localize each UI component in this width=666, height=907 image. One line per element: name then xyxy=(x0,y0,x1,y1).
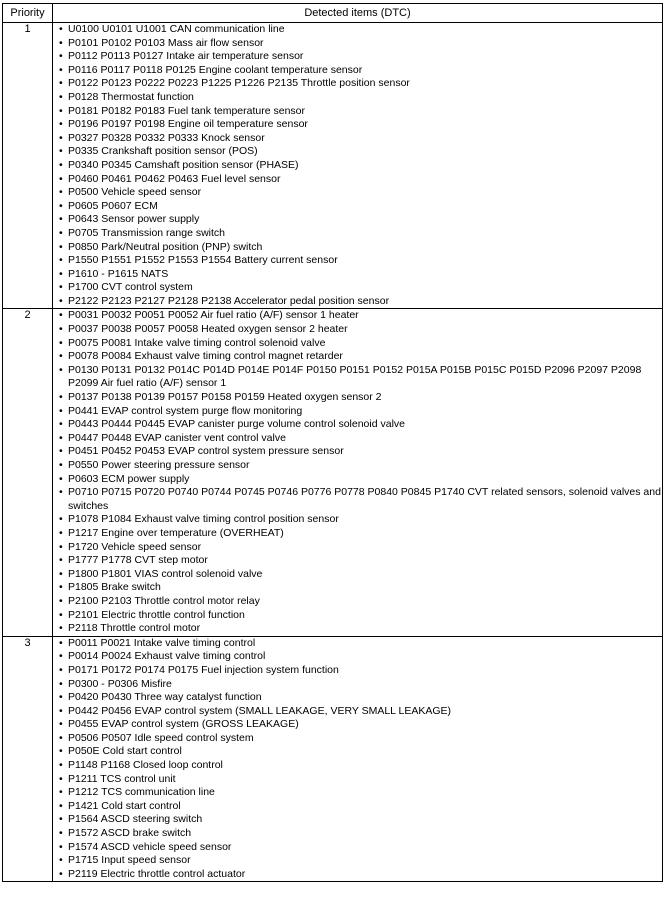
bullet-icon: • xyxy=(59,50,63,63)
list-item xyxy=(53,145,662,159)
list-item xyxy=(53,50,662,64)
bullet-icon: • xyxy=(59,677,63,690)
list-item xyxy=(53,705,662,719)
list-item xyxy=(53,622,662,636)
bullet-icon: • xyxy=(59,240,63,253)
dtc-item-text: P0335 Crankshaft position sensor (POS) xyxy=(68,145,258,158)
dtc-item-text: P0420 P0430 Three way catalyst function xyxy=(68,691,262,704)
list-item xyxy=(53,732,662,746)
bullet-icon: • xyxy=(59,704,63,717)
dtc-priority-table xyxy=(2,3,663,882)
bullet-icon: • xyxy=(59,213,63,226)
list-item xyxy=(53,418,662,432)
bullet-icon: • xyxy=(59,554,63,567)
bullet-icon: • xyxy=(59,540,63,553)
list-item xyxy=(53,554,662,568)
bullet-icon: • xyxy=(59,118,63,131)
table-row xyxy=(3,309,663,636)
dtc-item-text: P0443 P0444 P0445 EVAP canister purge volume control solenoid valve xyxy=(68,418,405,431)
dtc-item-text: P0605 P0607 ECM xyxy=(68,199,158,212)
dtc-item-text: P0447 P0448 EVAP canister vent control valve xyxy=(68,431,286,444)
list-item xyxy=(53,459,662,473)
dtc-item-text: P0116 P0117 P0118 P0125 Engine coolant temperature sensor xyxy=(68,63,363,76)
list-item xyxy=(53,364,662,391)
list-item xyxy=(53,691,662,705)
bullet-icon: • xyxy=(59,418,63,431)
list-item xyxy=(53,595,662,609)
list-item xyxy=(53,200,662,214)
bullet-icon: • xyxy=(59,336,63,349)
list-item xyxy=(53,581,662,595)
bullet-icon: • xyxy=(59,309,63,322)
list-item xyxy=(53,759,662,773)
bullet-icon: • xyxy=(59,622,63,635)
list-item xyxy=(53,186,662,200)
bullet-icon: • xyxy=(59,636,63,649)
list-item xyxy=(53,118,662,132)
dtc-item-text: P2101 Electric throttle control function xyxy=(68,608,245,621)
bullet-icon: • xyxy=(59,431,63,444)
bullet-icon: • xyxy=(59,254,63,267)
bullet-icon: • xyxy=(59,363,63,376)
bullet-icon: • xyxy=(59,77,63,90)
list-item xyxy=(53,295,662,309)
dtc-item-text: P0550 Power steering pressure sensor xyxy=(68,459,250,471)
dtc-item-text: P0850 Park/Neutral position (PNP) switch xyxy=(68,240,263,253)
bullet-icon: • xyxy=(59,486,63,499)
list-item xyxy=(53,678,662,692)
dtc-item-text: P1800 P1801 VIAS control solenoid valve xyxy=(68,567,263,580)
bullet-icon: • xyxy=(59,813,63,826)
bullet-icon: • xyxy=(59,63,63,76)
dtc-item-text: P050E Cold start control xyxy=(68,745,182,758)
list-item xyxy=(53,309,662,323)
list-item xyxy=(53,91,662,105)
list-item xyxy=(53,841,662,855)
dtc-item-text: P0460 P0461 P0462 P0463 Fuel level sensor xyxy=(68,172,281,185)
bullet-icon: • xyxy=(59,90,63,103)
bullet-icon: • xyxy=(59,391,63,404)
list-item xyxy=(53,637,662,651)
detected-items-column-header: Detected items (DTC) xyxy=(53,4,663,23)
list-item xyxy=(53,513,662,527)
list-item xyxy=(53,745,662,759)
table-row xyxy=(3,636,663,882)
dtc-item-text: P1421 Cold start control xyxy=(68,799,181,812)
list-item xyxy=(53,405,662,419)
table-header-row xyxy=(3,4,663,23)
dtc-item-text: P1078 P1084 Exhaust valve timing control position sensor xyxy=(68,513,339,526)
dtc-item-text: P1700 CVT control system xyxy=(68,281,193,294)
dtc-item-list xyxy=(53,637,662,882)
list-item xyxy=(53,173,662,187)
bullet-icon: • xyxy=(59,23,63,35)
dtc-item-text: P0122 P0123 P0222 P0223 P1225 P1226 P2135 Throttle position sensor xyxy=(68,77,410,90)
list-item xyxy=(53,813,662,827)
table-body xyxy=(3,23,663,882)
dtc-item-text: P0128 Thermostat function xyxy=(68,90,194,103)
dtc-item-text: P2118 Throttle control motor xyxy=(68,622,201,635)
list-item xyxy=(53,159,662,173)
list-item xyxy=(53,254,662,268)
bullet-icon: • xyxy=(59,281,63,294)
dtc-item-text: P0442 P0456 EVAP control system (SMALL LEAKAGE, VERY SMALL LEAKAGE) xyxy=(68,704,452,717)
bullet-icon: • xyxy=(59,158,63,171)
list-item xyxy=(53,773,662,787)
priority-cell: 3 xyxy=(3,636,53,882)
bullet-icon: • xyxy=(59,172,63,185)
list-item xyxy=(53,854,662,868)
dtc-item-text: P0506 P0507 Idle speed control system xyxy=(68,731,254,744)
bullet-icon: • xyxy=(59,650,63,663)
dtc-item-text: P0130 P0131 P0132 P014C P014D P014E P014F P0150 P0151 P0152 P015A P015B P015C P015D P2096 P2097 P2098 P2099 Air fuel ratio (A/F) sensor 1 xyxy=(68,363,642,390)
dtc-item-text: P0441 EVAP control system purge flow monitoring xyxy=(68,404,303,417)
bullet-icon: • xyxy=(59,145,63,158)
dtc-item-text: P0031 P0032 P0051 P0052 Air fuel ratio (A/F) sensor 1 heater xyxy=(68,309,359,322)
bullet-icon: • xyxy=(59,731,63,744)
bullet-icon: • xyxy=(59,691,63,704)
bullet-icon: • xyxy=(59,786,63,799)
bullet-icon: • xyxy=(59,513,63,526)
list-item xyxy=(53,391,662,405)
priority-cell: 1 xyxy=(3,23,53,309)
dtc-item-text: P0112 P0113 P0127 Intake air temperature sensor xyxy=(68,50,304,63)
list-item xyxy=(53,568,662,582)
dtc-item-text: P1550 P1551 P1552 P1553 P1554 Battery current sensor xyxy=(68,254,338,267)
dtc-item-text: P1564 ASCD steering switch xyxy=(68,813,203,826)
list-item xyxy=(53,227,662,241)
dtc-item-text: P0196 P0197 P0198 Engine oil temperature sensor xyxy=(68,118,308,131)
bullet-icon: • xyxy=(59,718,63,731)
dtc-item-text: P0500 Vehicle speed sensor xyxy=(68,186,202,199)
dtc-item-text: P0078 P0084 Exhaust valve timing control magnet retarder xyxy=(68,350,343,363)
bullet-icon: • xyxy=(59,36,63,49)
bullet-icon: • xyxy=(59,199,63,212)
list-item xyxy=(53,132,662,146)
dtc-item-text: P0340 P0345 Camshaft position sensor (PHASE) xyxy=(68,158,299,171)
dtc-item-text: P0300 - P0306 Misfire xyxy=(68,677,172,690)
dtc-item-text: P0455 EVAP control system (GROSS LEAKAGE) xyxy=(68,718,299,731)
dtc-item-text: P2119 Electric throttle control actuator xyxy=(68,867,246,880)
bullet-icon: • xyxy=(59,608,63,621)
bullet-icon: • xyxy=(59,594,63,607)
list-item xyxy=(53,786,662,800)
dtc-item-list xyxy=(53,309,662,635)
bullet-icon: • xyxy=(59,186,63,199)
list-item xyxy=(53,23,662,37)
list-item xyxy=(53,241,662,255)
list-item xyxy=(53,213,662,227)
priority-cell: 2 xyxy=(3,309,53,636)
bullet-icon: • xyxy=(59,772,63,785)
bullet-icon: • xyxy=(59,267,63,280)
dtc-item-text: P0181 P0182 P0183 Fuel tank temperature sensor xyxy=(68,104,305,117)
dtc-item-text: P1715 Input speed sensor xyxy=(68,854,191,867)
dtc-item-text: P1211 TCS control unit xyxy=(68,772,176,785)
list-item xyxy=(53,77,662,91)
dtc-item-text: P2100 P2103 Throttle control motor relay xyxy=(68,594,260,607)
list-item xyxy=(53,473,662,487)
list-item xyxy=(53,37,662,51)
detected-items-cell xyxy=(53,309,663,636)
dtc-item-text: P1610 - P1615 NATS xyxy=(68,267,169,280)
list-item xyxy=(53,350,662,364)
dtc-item-text: P0710 P0715 P0720 P0740 P0744 P0745 P0746 P0776 P0778 P0840 P0845 P1740 CVT related sensors, solenoid valves and switches xyxy=(68,486,661,512)
bullet-icon: • xyxy=(59,567,63,580)
bullet-icon: • xyxy=(59,131,63,144)
bullet-icon: • xyxy=(59,840,63,853)
bullet-icon: • xyxy=(59,226,63,239)
dtc-item-text: P0137 P0138 P0139 P0157 P0158 P0159 Heated oxygen sensor 2 xyxy=(68,391,382,404)
dtc-item-text: P0014 P0024 Exhaust valve timing control xyxy=(68,650,266,663)
bullet-icon: • xyxy=(59,663,63,676)
bullet-icon: • xyxy=(59,526,63,539)
list-item xyxy=(53,827,662,841)
list-item xyxy=(53,718,662,732)
bullet-icon: • xyxy=(59,294,63,307)
detected-items-cell xyxy=(53,23,663,309)
bullet-icon: • xyxy=(59,759,63,772)
dtc-item-text: P0705 Transmission range switch xyxy=(68,226,225,239)
bullet-icon: • xyxy=(59,445,63,458)
list-item xyxy=(53,609,662,623)
dtc-item-text: P1805 Brake switch xyxy=(68,581,161,594)
detected-items-cell xyxy=(53,636,663,882)
list-item xyxy=(53,268,662,282)
bullet-icon: • xyxy=(59,459,63,471)
list-item xyxy=(53,337,662,351)
bullet-icon: • xyxy=(59,472,63,485)
list-item xyxy=(53,323,662,337)
dtc-item-text: P0101 P0102 P0103 Mass air flow sensor xyxy=(68,36,264,49)
dtc-item-text: P2122 P2123 P2127 P2128 P2138 Accelerator pedal position sensor xyxy=(68,294,390,307)
list-item xyxy=(53,800,662,814)
bullet-icon: • xyxy=(59,745,63,758)
list-item xyxy=(53,432,662,446)
dtc-item-text: P0643 Sensor power supply xyxy=(68,213,200,226)
bullet-icon: • xyxy=(59,104,63,117)
dtc-item-text: P1148 P1168 Closed loop control xyxy=(68,759,223,772)
bullet-icon: • xyxy=(59,323,63,336)
dtc-item-text: P0327 P0328 P0332 P0333 Knock sensor xyxy=(68,131,265,144)
dtc-item-text: P0037 P0038 P0057 P0058 Heated oxygen sensor 2 heater xyxy=(68,323,348,336)
table-row xyxy=(3,23,663,309)
dtc-item-text: P1572 ASCD brake switch xyxy=(68,827,192,840)
bullet-icon: • xyxy=(59,854,63,867)
list-item xyxy=(53,281,662,295)
dtc-item-text: U0100 U0101 U1001 CAN communication line xyxy=(68,23,285,35)
priority-column-header: Priority xyxy=(3,4,53,23)
list-item xyxy=(53,868,662,882)
bullet-icon: • xyxy=(59,581,63,594)
dtc-item-text: P0603 ECM power supply xyxy=(68,472,190,485)
list-item xyxy=(53,541,662,555)
dtc-item-text: P0011 P0021 Intake valve timing control xyxy=(68,636,256,649)
list-item xyxy=(53,105,662,119)
list-item xyxy=(53,664,662,678)
dtc-item-text: P1217 Engine over temperature (OVERHEAT) xyxy=(68,526,284,539)
dtc-item-text: P0171 P0172 P0174 P0175 Fuel injection system function xyxy=(68,663,339,676)
bullet-icon: • xyxy=(59,350,63,363)
dtc-item-list xyxy=(53,23,662,308)
bullet-icon: • xyxy=(59,867,63,880)
dtc-item-text: P0075 P0081 Intake valve timing control solenoid valve xyxy=(68,336,326,349)
list-item xyxy=(53,527,662,541)
list-item xyxy=(53,486,662,513)
dtc-item-text: P1574 ASCD vehicle speed sensor xyxy=(68,840,232,853)
bullet-icon: • xyxy=(59,404,63,417)
list-item xyxy=(53,64,662,78)
bullet-icon: • xyxy=(59,799,63,812)
dtc-item-text: P1212 TCS communication line xyxy=(68,786,215,799)
dtc-item-text: P0451 P0452 P0453 EVAP control system pressure sensor xyxy=(68,445,344,458)
dtc-item-text: P1720 Vehicle speed sensor xyxy=(68,540,202,553)
list-item xyxy=(53,445,662,459)
list-item xyxy=(53,650,662,664)
dtc-item-text: P1777 P1778 CVT step motor xyxy=(68,554,208,567)
bullet-icon: • xyxy=(59,827,63,840)
